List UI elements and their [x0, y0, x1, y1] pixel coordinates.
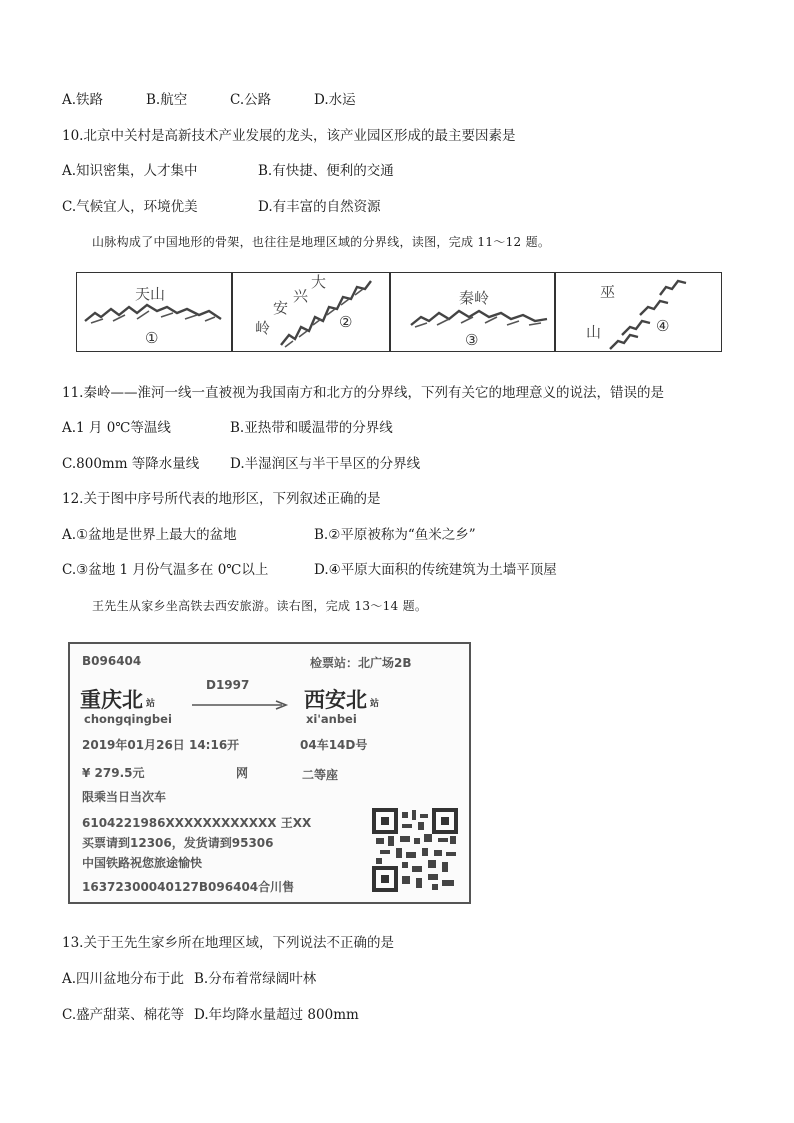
ticket-validity: 限乘当日当次车: [82, 790, 167, 804]
arrow-right-icon: [190, 700, 290, 710]
ticket-train-number: D1997: [206, 678, 250, 692]
option: D.有丰富的自然资源: [258, 199, 381, 215]
mountain-panel-3: [390, 272, 555, 352]
ticket-channel: 网: [236, 766, 249, 780]
ticket-datetime: 2019年01月26日 14:16开: [82, 738, 240, 752]
mountain-label-char: 岭: [255, 319, 271, 337]
mountain-range-icon: [600, 273, 690, 351]
mountain-label: 天山: [135, 285, 166, 303]
ticket-gate: 检票站：北广场2B: [310, 656, 412, 670]
mountain-range-icon: [407, 305, 557, 333]
option: C.公路: [230, 92, 272, 108]
mountain-number: ②: [339, 313, 353, 331]
question-stem: 11.秦岭——淮河一线一直被视为我国南方和北方的分界线，下列有关它的地理意义的说法，错误的是: [62, 385, 664, 401]
ticket-from-suffix: 站: [146, 699, 156, 709]
train-ticket: [68, 642, 471, 904]
ticket-serial: B096404: [82, 654, 142, 668]
ticket-to-pinyin: xi'anbei: [306, 712, 357, 726]
mountain-figure: [76, 272, 722, 354]
question-stem: 13.关于王先生家乡所在地理区域，下列说法不正确的是: [62, 935, 394, 951]
option: D.年均降水量超过 800mm: [194, 1007, 359, 1023]
option: B.②平原被称为“鱼米之乡”: [314, 527, 476, 543]
ticket-from-station: 重庆北: [80, 688, 143, 712]
ticket-slogan: 中国铁路祝您旅途愉快: [82, 856, 203, 870]
mountain-range-icon: [277, 275, 377, 351]
mountain-panel-2: [232, 272, 390, 352]
mountain-number: ③: [465, 331, 479, 349]
mountain-label-char: 安: [273, 299, 289, 317]
mountain-label-char: 兴: [293, 287, 309, 305]
mountain-number: ①: [145, 329, 159, 347]
qr-code-icon: [372, 808, 458, 892]
instruction-text: 山脉构成了中国地形的骨架，也往往是地理区域的分界线，读图，完成 11～12 题。: [92, 235, 551, 249]
option: D.半湿润区与半干旱区的分界线: [230, 456, 421, 472]
mountain-panel-1: [76, 272, 232, 352]
mountain-label-char: 山: [586, 323, 602, 341]
option: A.知识密集，人才集中: [62, 163, 198, 179]
ticket-hotline: 买票请到12306，发货请到95306: [82, 836, 274, 850]
option: A.四川盆地分布于此: [62, 971, 185, 987]
mountain-label-char: 巫: [600, 283, 616, 301]
option: B.亚热带和暖温带的分界线: [230, 420, 393, 436]
ticket-seat: 04车14D号: [300, 738, 368, 752]
option: C.盛产甜菜、棉花等: [62, 1007, 185, 1023]
option: B.有快捷、便利的交通: [258, 163, 394, 179]
ticket-code: 16372300040127B096404合川售: [82, 880, 295, 894]
option: C.③盆地 1 月份气温多在 0℃以上: [62, 562, 269, 578]
ticket-to-suffix: 站: [370, 699, 380, 709]
option: A.1 月 0℃等温线: [62, 420, 171, 436]
option: A.铁路: [62, 92, 104, 108]
ticket-to-station: 西安北: [304, 688, 367, 712]
option: D.④平原大面积的传统建筑为土墙平顶屋: [314, 562, 557, 578]
question-stem: 10.北京中关村是高新技术产业发展的龙头，该产业园区形成的最主要因素是: [62, 128, 516, 144]
option: B.航空: [146, 92, 188, 108]
mountain-panel-4: [555, 272, 722, 352]
mountain-label-char: 大: [311, 273, 327, 291]
mountain-number: ④: [656, 317, 670, 335]
mountain-label: 秦岭: [459, 289, 490, 307]
ticket-seat-class: 二等座: [302, 768, 339, 782]
mountain-range-icon: [81, 299, 231, 329]
ticket-passenger: 6104221986XXXXXXXXXXXX 王XX: [82, 816, 312, 830]
option: A.①盆地是世界上最大的盆地: [62, 527, 237, 543]
instruction-text: 王先生从家乡坐高铁去西安旅游。读右图，完成 13～14 题。: [92, 599, 428, 613]
option: C.气候宜人，环境优美: [62, 199, 198, 215]
option: B.分布着常绿阔叶林: [194, 971, 317, 987]
option: D.水运: [314, 92, 356, 108]
ticket-price: ¥ 279.5元: [82, 766, 145, 780]
question-stem: 12.关于图中序号所代表的地形区，下列叙述正确的是: [62, 491, 381, 507]
option: C.800mm 等降水量线: [62, 456, 200, 472]
ticket-from-pinyin: chongqingbei: [84, 712, 172, 726]
